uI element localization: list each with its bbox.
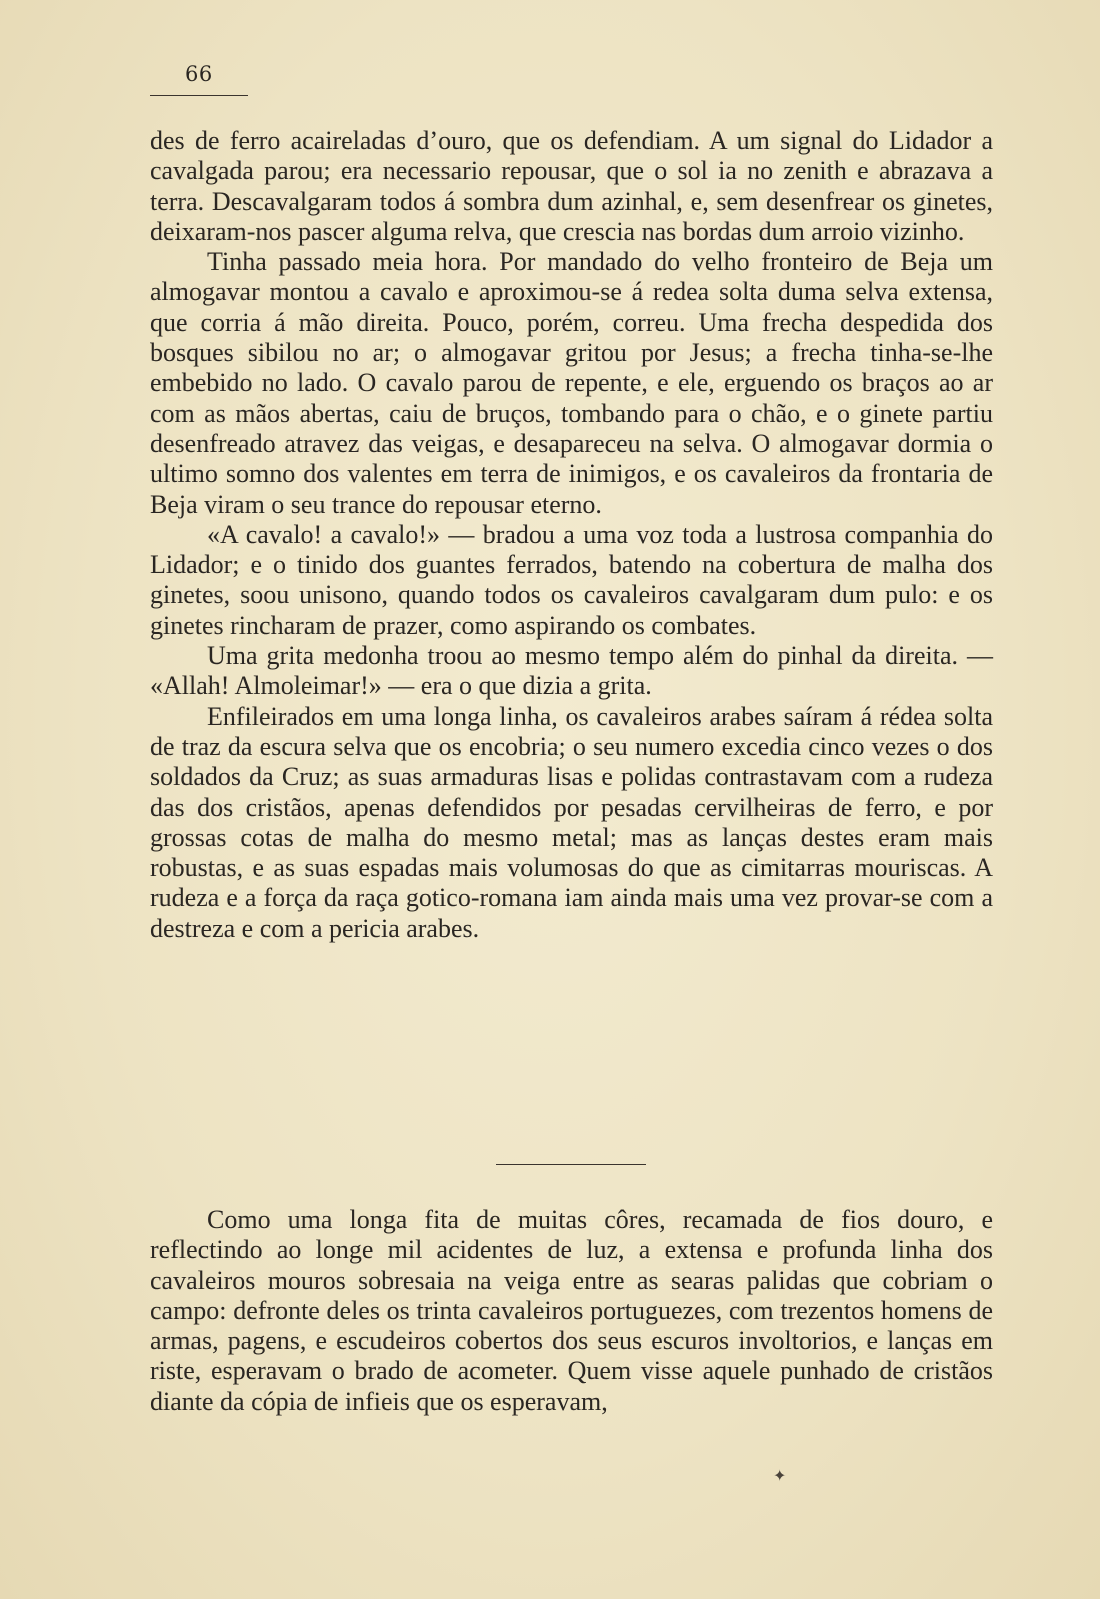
section-divider [496, 1164, 646, 1165]
page-number: 66 [185, 62, 213, 86]
header-rule [150, 95, 248, 96]
paragraph: des de ferro acaireladas d’ouro, que os defendiam. A um signal do Lidador a cavalgada parou; era necessario repousar, que o sol ia no zenith e abrazava a terra. Descavalgaram todos á sombra dum azinhal, e, sem desenfrear os ginetes, deixaram-nos pascer alguma relva, que crescia nas bordas dum arroio vizinho. [150, 126, 993, 246]
printer-mark-icon: ✦ [773, 1466, 787, 1485]
paragraph: «A cavalo! a cavalo!» — bradou a uma voz toda a lustrosa companhia do Lidador; e o tinido dos guantes ferrados, batendo na cobertura de malha dos ginetes, soou unisono, quando todos os cavaleiros cavalgaram dum pulo: e os ginetes rincharam de prazer, como aspirando os combates. [150, 519, 993, 640]
paragraph: Tinha passado meia hora. Por mandado do velho fronteiro de Beja um almogavar montou a cavalo e aproximou-se á redea solta duma selva extensa, que corria á mão direita. Pouco, porém, correu. Uma frecha despedida dos bosques sibilou no ar; o almogavar gritou por Jesus; a frecha tinha-se-lhe embebido no lado. O cavalo parou de repente, e ele, erguendo os braços ao ar com as mãos abertas, caiu de bruços, tombando para o chão, e o ginete partiu desenfreado atravez das veigas, e desapareceu na selva. O almogavar dormia o ultimo somno dos valentes em terra de inimigos, e os cavaleiros da frontaria de Beja viram o seu trance do repousar eterno. [150, 247, 993, 519]
text-section-1 [150, 126, 993, 944]
paragraph: Uma grita medonha troou ao mesmo tempo além do pinhal da direita. — «Allah! Almoleimar!» — era o que dizia a grita. [150, 641, 993, 701]
text-section-2 [150, 1205, 993, 1417]
paragraph: Como uma longa fita de muitas côres, recamada de fios douro, e reflectindo ao longe mil acidentes de luz, a extensa e profunda linha dos cavaleiros mouros sobresaia na veiga entre as searas palidas que cobriam o campo: defronte deles os trinta cavaleiros portuguezes, com trezentos homens de armas, pagens, e escudeiros cobertos dos seus escuros involtorios, e lanças em riste, esperavam o brado de acometer. Quem visse aquele punhado de cristãos diante da cópia de infieis que os esperavam, [150, 1205, 993, 1416]
paragraph: Enfileirados em uma longa linha, os cavaleiros arabes saíram á rédea solta de traz da escura selva que os encobria; o seu numero excedia cinco vezes o dos soldados da Cruz; as suas armaduras lisas e polidas contrastavam com a rudeza das dos cristãos, apenas defendidos por pesadas cervilheiras de ferro, e por grossas cotas de malha do mesmo metal; mas as lanças destes eram mais robustas, e as suas espadas mais volumosas do que as cimitarras mouriscas. A rudeza e a força da raça gotico-romana iam ainda mais uma vez provar-se com a destreza e com a pericia arabes. [150, 701, 993, 943]
